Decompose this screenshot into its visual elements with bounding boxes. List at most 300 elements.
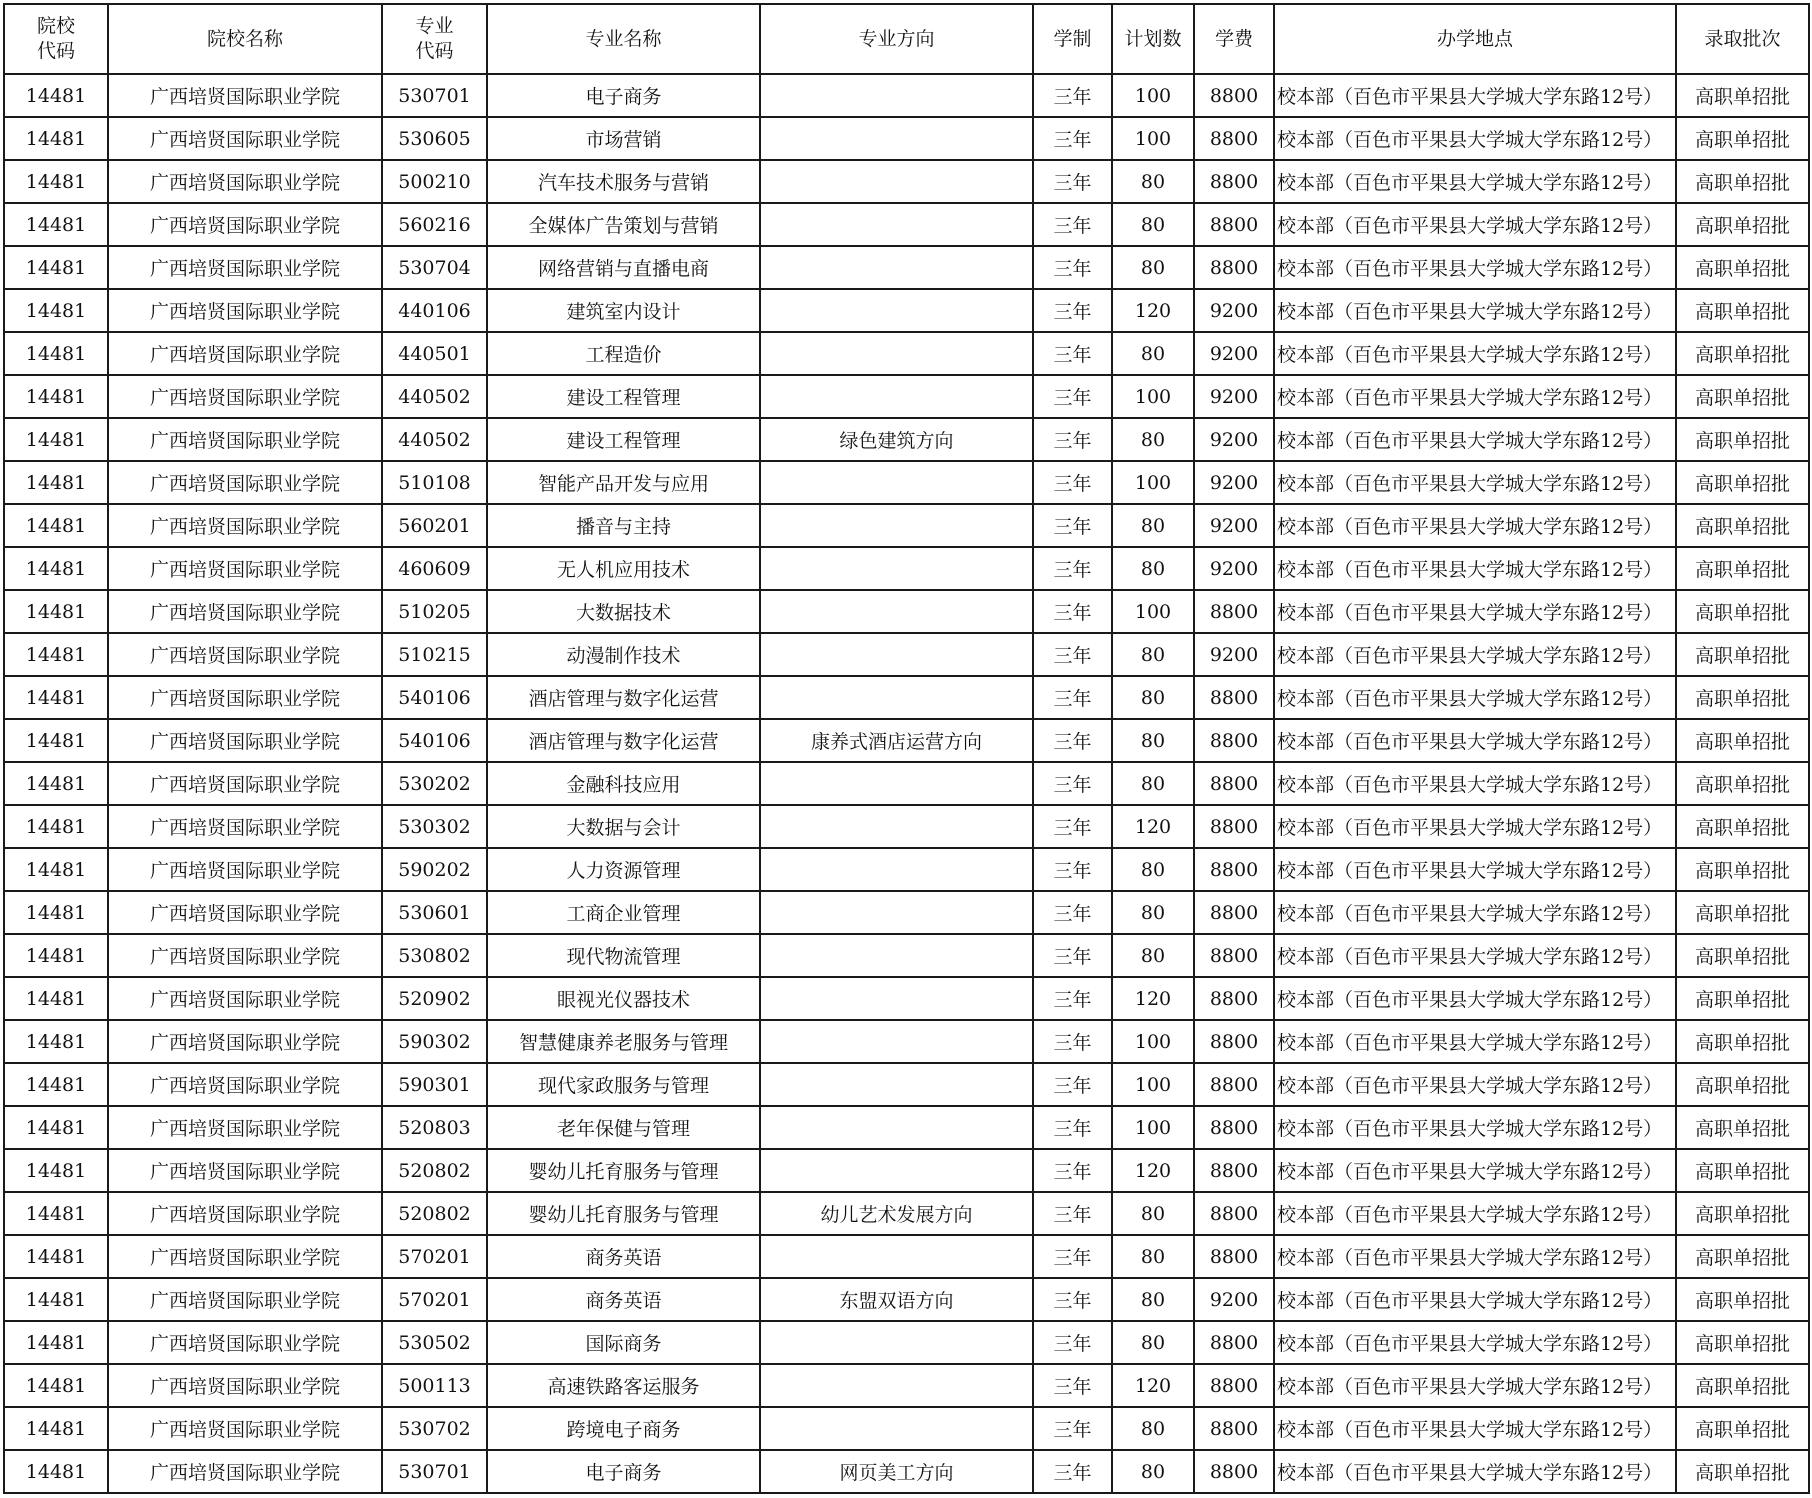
cell-location: 校本部（百色市平果县大学城大学东路12号） (1274, 547, 1676, 590)
table-row (4, 461, 1809, 504)
cell-major-direction: 绿色建筑方向 (760, 418, 1033, 461)
cell-tuition: 8800 (1194, 590, 1274, 633)
cell-plan-count: 80 (1112, 203, 1194, 246)
cell-school-name: 广西培贤国际职业学院 (108, 1192, 382, 1235)
cell-duration: 三年 (1033, 590, 1112, 633)
table-row (4, 547, 1809, 590)
table-row (4, 719, 1809, 762)
cell-location: 校本部（百色市平果县大学城大学东路12号） (1274, 332, 1676, 375)
cell-tuition: 9200 (1194, 547, 1274, 590)
cell-duration: 三年 (1033, 1192, 1112, 1235)
cell-major-code: 520902 (382, 977, 487, 1020)
cell-admission-batch: 高职单招批 (1676, 1364, 1809, 1407)
cell-major-code: 540106 (382, 719, 487, 762)
cell-plan-count: 80 (1112, 1235, 1194, 1278)
cell-tuition: 8800 (1194, 977, 1274, 1020)
cell-school-code: 14481 (4, 719, 108, 762)
cell-plan-count: 100 (1112, 1020, 1194, 1063)
cell-major-name: 电子商务 (487, 1450, 760, 1493)
cell-school-name: 广西培贤国际职业学院 (108, 633, 382, 676)
cell-major-direction (760, 375, 1033, 418)
cell-admission-batch: 高职单招批 (1676, 1407, 1809, 1450)
cell-school-name: 广西培贤国际职业学院 (108, 246, 382, 289)
cell-major-direction: 网页美工方向 (760, 1450, 1033, 1493)
cell-major-code: 530702 (382, 1407, 487, 1450)
cell-school-name: 广西培贤国际职业学院 (108, 1106, 382, 1149)
cell-duration: 三年 (1033, 74, 1112, 117)
cell-major-code: 530502 (382, 1321, 487, 1364)
table-row (4, 203, 1809, 246)
cell-school-code: 14481 (4, 547, 108, 590)
cell-school-code: 14481 (4, 1450, 108, 1493)
cell-admission-batch: 高职单招批 (1676, 1106, 1809, 1149)
cell-tuition: 8800 (1194, 1063, 1274, 1106)
cell-major-code: 520802 (382, 1192, 487, 1235)
header-major-direction: 专业方向 (760, 4, 1033, 74)
cell-tuition: 8800 (1194, 934, 1274, 977)
table-row (4, 1407, 1809, 1450)
cell-duration: 三年 (1033, 547, 1112, 590)
cell-tuition: 8800 (1194, 848, 1274, 891)
cell-location: 校本部（百色市平果县大学城大学东路12号） (1274, 891, 1676, 934)
cell-school-name: 广西培贤国际职业学院 (108, 848, 382, 891)
cell-major-name: 婴幼儿托育服务与管理 (487, 1149, 760, 1192)
cell-duration: 三年 (1033, 1364, 1112, 1407)
table-row (4, 1149, 1809, 1192)
cell-tuition: 8800 (1194, 74, 1274, 117)
cell-admission-batch: 高职单招批 (1676, 1235, 1809, 1278)
cell-plan-count: 80 (1112, 1450, 1194, 1493)
cell-plan-count: 80 (1112, 160, 1194, 203)
cell-major-name: 网络营销与直播电商 (487, 246, 760, 289)
table-row (4, 762, 1809, 805)
cell-major-name: 建筑室内设计 (487, 289, 760, 332)
cell-location: 校本部（百色市平果县大学城大学东路12号） (1274, 461, 1676, 504)
cell-duration: 三年 (1033, 203, 1112, 246)
cell-duration: 三年 (1033, 1235, 1112, 1278)
cell-location: 校本部（百色市平果县大学城大学东路12号） (1274, 1364, 1676, 1407)
cell-admission-batch: 高职单招批 (1676, 117, 1809, 160)
cell-plan-count: 80 (1112, 504, 1194, 547)
cell-tuition: 9200 (1194, 461, 1274, 504)
header-row (4, 4, 1809, 74)
cell-school-code: 14481 (4, 1235, 108, 1278)
table-row (4, 977, 1809, 1020)
cell-school-name: 广西培贤国际职业学院 (108, 977, 382, 1020)
cell-major-direction (760, 461, 1033, 504)
cell-admission-batch: 高职单招批 (1676, 547, 1809, 590)
cell-plan-count: 100 (1112, 1106, 1194, 1149)
cell-school-code: 14481 (4, 977, 108, 1020)
table-row (4, 1192, 1809, 1235)
cell-school-code: 14481 (4, 1020, 108, 1063)
cell-major-code: 530701 (382, 74, 487, 117)
cell-school-code: 14481 (4, 805, 108, 848)
cell-plan-count: 100 (1112, 1063, 1194, 1106)
header-duration: 学制 (1033, 4, 1112, 74)
cell-major-name: 汽车技术服务与营销 (487, 160, 760, 203)
cell-school-code: 14481 (4, 1278, 108, 1321)
cell-tuition: 8800 (1194, 1407, 1274, 1450)
cell-major-code: 510205 (382, 590, 487, 633)
table-row (4, 1020, 1809, 1063)
cell-tuition: 8800 (1194, 805, 1274, 848)
cell-major-direction (760, 805, 1033, 848)
cell-location: 校本部（百色市平果县大学城大学东路12号） (1274, 676, 1676, 719)
cell-admission-batch: 高职单招批 (1676, 848, 1809, 891)
cell-major-direction (760, 590, 1033, 633)
cell-plan-count: 80 (1112, 246, 1194, 289)
cell-admission-batch: 高职单招批 (1676, 246, 1809, 289)
cell-duration: 三年 (1033, 1106, 1112, 1149)
cell-school-name: 广西培贤国际职业学院 (108, 418, 382, 461)
cell-major-direction (760, 74, 1033, 117)
cell-school-name: 广西培贤国际职业学院 (108, 805, 382, 848)
cell-major-code: 500113 (382, 1364, 487, 1407)
cell-admission-batch: 高职单招批 (1676, 418, 1809, 461)
cell-major-name: 工商企业管理 (487, 891, 760, 934)
table-row (4, 246, 1809, 289)
cell-major-direction (760, 504, 1033, 547)
cell-school-code: 14481 (4, 1192, 108, 1235)
table-row (4, 891, 1809, 934)
cell-school-name: 广西培贤国际职业学院 (108, 1278, 382, 1321)
cell-tuition: 8800 (1194, 1106, 1274, 1149)
cell-duration: 三年 (1033, 504, 1112, 547)
cell-major-direction (760, 203, 1033, 246)
cell-major-code: 560201 (382, 504, 487, 547)
cell-major-name: 建设工程管理 (487, 418, 760, 461)
cell-admission-batch: 高职单招批 (1676, 74, 1809, 117)
cell-location: 校本部（百色市平果县大学城大学东路12号） (1274, 375, 1676, 418)
header-school-code: 院校代码 (4, 4, 108, 74)
cell-admission-batch: 高职单招批 (1676, 1192, 1809, 1235)
cell-location: 校本部（百色市平果县大学城大学东路12号） (1274, 1321, 1676, 1364)
cell-plan-count: 80 (1112, 1321, 1194, 1364)
cell-location: 校本部（百色市平果县大学城大学东路12号） (1274, 762, 1676, 805)
cell-school-name: 广西培贤国际职业学院 (108, 676, 382, 719)
cell-location: 校本部（百色市平果县大学城大学东路12号） (1274, 1407, 1676, 1450)
table-row (4, 633, 1809, 676)
cell-major-direction (760, 1407, 1033, 1450)
cell-location: 校本部（百色市平果县大学城大学东路12号） (1274, 1192, 1676, 1235)
cell-school-name: 广西培贤国际职业学院 (108, 762, 382, 805)
cell-major-name: 老年保健与管理 (487, 1106, 760, 1149)
cell-admission-batch: 高职单招批 (1676, 1149, 1809, 1192)
table-row (4, 504, 1809, 547)
cell-duration: 三年 (1033, 418, 1112, 461)
cell-location: 校本部（百色市平果县大学城大学东路12号） (1274, 719, 1676, 762)
cell-duration: 三年 (1033, 117, 1112, 160)
cell-major-code: 530802 (382, 934, 487, 977)
cell-admission-batch: 高职单招批 (1676, 1020, 1809, 1063)
cell-plan-count: 80 (1112, 762, 1194, 805)
cell-plan-count: 100 (1112, 375, 1194, 418)
cell-major-name: 电子商务 (487, 74, 760, 117)
cell-school-code: 14481 (4, 891, 108, 934)
cell-school-code: 14481 (4, 160, 108, 203)
cell-tuition: 9200 (1194, 332, 1274, 375)
cell-major-direction: 东盟双语方向 (760, 1278, 1033, 1321)
cell-major-direction (760, 1321, 1033, 1364)
cell-admission-batch: 高职单招批 (1676, 504, 1809, 547)
cell-location: 校本部（百色市平果县大学城大学东路12号） (1274, 1450, 1676, 1493)
cell-school-code: 14481 (4, 1364, 108, 1407)
cell-school-code: 14481 (4, 676, 108, 719)
cell-admission-batch: 高职单招批 (1676, 289, 1809, 332)
cell-major-name: 智能产品开发与应用 (487, 461, 760, 504)
cell-major-name: 现代物流管理 (487, 934, 760, 977)
cell-duration: 三年 (1033, 1278, 1112, 1321)
cell-location: 校本部（百色市平果县大学城大学东路12号） (1274, 848, 1676, 891)
cell-school-name: 广西培贤国际职业学院 (108, 375, 382, 418)
cell-plan-count: 80 (1112, 719, 1194, 762)
cell-admission-batch: 高职单招批 (1676, 375, 1809, 418)
cell-plan-count: 80 (1112, 848, 1194, 891)
header-major-name: 专业名称 (487, 4, 760, 74)
cell-duration: 三年 (1033, 332, 1112, 375)
cell-major-name: 工程造价 (487, 332, 760, 375)
cell-admission-batch: 高职单招批 (1676, 1063, 1809, 1106)
cell-major-code: 440502 (382, 375, 487, 418)
cell-location: 校本部（百色市平果县大学城大学东路12号） (1274, 418, 1676, 461)
cell-location: 校本部（百色市平果县大学城大学东路12号） (1274, 1235, 1676, 1278)
cell-plan-count: 120 (1112, 805, 1194, 848)
table-row (4, 1063, 1809, 1106)
cell-admission-batch: 高职单招批 (1676, 676, 1809, 719)
cell-major-name: 无人机应用技术 (487, 547, 760, 590)
cell-school-code: 14481 (4, 590, 108, 633)
enrollment-plan-table (3, 3, 1810, 1494)
cell-location: 校本部（百色市平果县大学城大学东路12号） (1274, 1063, 1676, 1106)
cell-major-code: 570201 (382, 1235, 487, 1278)
cell-school-name: 广西培贤国际职业学院 (108, 504, 382, 547)
cell-tuition: 8800 (1194, 891, 1274, 934)
cell-major-code: 540106 (382, 676, 487, 719)
cell-major-name: 金融科技应用 (487, 762, 760, 805)
cell-major-direction (760, 891, 1033, 934)
cell-school-code: 14481 (4, 633, 108, 676)
cell-plan-count: 100 (1112, 590, 1194, 633)
cell-major-direction: 康养式酒店运营方向 (760, 719, 1033, 762)
cell-admission-batch: 高职单招批 (1676, 891, 1809, 934)
cell-tuition: 9200 (1194, 504, 1274, 547)
cell-school-code: 14481 (4, 203, 108, 246)
cell-plan-count: 80 (1112, 1192, 1194, 1235)
cell-school-name: 广西培贤国际职业学院 (108, 1321, 382, 1364)
cell-school-name: 广西培贤国际职业学院 (108, 1364, 382, 1407)
cell-plan-count: 80 (1112, 547, 1194, 590)
cell-tuition: 8800 (1194, 1235, 1274, 1278)
cell-tuition: 9200 (1194, 289, 1274, 332)
cell-major-code: 590202 (382, 848, 487, 891)
cell-school-code: 14481 (4, 1063, 108, 1106)
cell-tuition: 9200 (1194, 418, 1274, 461)
cell-school-code: 14481 (4, 117, 108, 160)
cell-duration: 三年 (1033, 1407, 1112, 1450)
cell-admission-batch: 高职单招批 (1676, 633, 1809, 676)
cell-plan-count: 80 (1112, 633, 1194, 676)
cell-location: 校本部（百色市平果县大学城大学东路12号） (1274, 1106, 1676, 1149)
cell-major-direction (760, 547, 1033, 590)
cell-plan-count: 80 (1112, 891, 1194, 934)
table-row (4, 117, 1809, 160)
cell-school-code: 14481 (4, 332, 108, 375)
cell-school-code: 14481 (4, 418, 108, 461)
cell-major-direction (760, 676, 1033, 719)
cell-school-name: 广西培贤国际职业学院 (108, 719, 382, 762)
cell-duration: 三年 (1033, 848, 1112, 891)
cell-major-name: 人力资源管理 (487, 848, 760, 891)
cell-major-direction (760, 246, 1033, 289)
cell-major-direction (760, 762, 1033, 805)
cell-plan-count: 80 (1112, 1278, 1194, 1321)
cell-major-name: 商务英语 (487, 1278, 760, 1321)
cell-school-name: 广西培贤国际职业学院 (108, 934, 382, 977)
header-admission-batch: 录取批次 (1676, 4, 1809, 74)
cell-school-name: 广西培贤国际职业学院 (108, 160, 382, 203)
cell-admission-batch: 高职单招批 (1676, 160, 1809, 203)
cell-duration: 三年 (1033, 762, 1112, 805)
cell-major-direction (760, 934, 1033, 977)
cell-school-name: 广西培贤国际职业学院 (108, 547, 382, 590)
cell-school-code: 14481 (4, 1407, 108, 1450)
cell-duration: 三年 (1033, 1020, 1112, 1063)
cell-location: 校本部（百色市平果县大学城大学东路12号） (1274, 1278, 1676, 1321)
cell-tuition: 8800 (1194, 203, 1274, 246)
header-plan-count: 计划数 (1112, 4, 1194, 74)
cell-location: 校本部（百色市平果县大学城大学东路12号） (1274, 1020, 1676, 1063)
cell-location: 校本部（百色市平果县大学城大学东路12号） (1274, 203, 1676, 246)
cell-tuition: 8800 (1194, 1450, 1274, 1493)
cell-major-direction (760, 160, 1033, 203)
cell-plan-count: 80 (1112, 1407, 1194, 1450)
cell-school-name: 广西培贤国际职业学院 (108, 289, 382, 332)
cell-location: 校本部（百色市平果县大学城大学东路12号） (1274, 805, 1676, 848)
cell-duration: 三年 (1033, 1063, 1112, 1106)
cell-major-code: 520802 (382, 1149, 487, 1192)
cell-major-code: 530704 (382, 246, 487, 289)
cell-school-name: 广西培贤国际职业学院 (108, 117, 382, 160)
cell-major-code: 460609 (382, 547, 487, 590)
cell-major-direction (760, 848, 1033, 891)
cell-school-code: 14481 (4, 246, 108, 289)
cell-location: 校本部（百色市平果县大学城大学东路12号） (1274, 977, 1676, 1020)
cell-major-code: 530302 (382, 805, 487, 848)
cell-duration: 三年 (1033, 934, 1112, 977)
header-location: 办学地点 (1274, 4, 1676, 74)
cell-major-code: 510108 (382, 461, 487, 504)
cell-plan-count: 80 (1112, 934, 1194, 977)
cell-location: 校本部（百色市平果县大学城大学东路12号） (1274, 1149, 1676, 1192)
cell-major-name: 大数据与会计 (487, 805, 760, 848)
cell-location: 校本部（百色市平果县大学城大学东路12号） (1274, 504, 1676, 547)
cell-school-name: 广西培贤国际职业学院 (108, 891, 382, 934)
cell-duration: 三年 (1033, 1321, 1112, 1364)
cell-location: 校本部（百色市平果县大学城大学东路12号） (1274, 246, 1676, 289)
cell-major-name: 高速铁路客运服务 (487, 1364, 760, 1407)
cell-major-name: 市场营销 (487, 117, 760, 160)
cell-duration: 三年 (1033, 805, 1112, 848)
cell-plan-count: 80 (1112, 332, 1194, 375)
cell-tuition: 8800 (1194, 762, 1274, 805)
cell-major-name: 全媒体广告策划与营销 (487, 203, 760, 246)
cell-major-direction: 幼儿艺术发展方向 (760, 1192, 1033, 1235)
cell-tuition: 8800 (1194, 1364, 1274, 1407)
cell-major-name: 大数据技术 (487, 590, 760, 633)
cell-duration: 三年 (1033, 1149, 1112, 1192)
table-row (4, 590, 1809, 633)
cell-school-name: 广西培贤国际职业学院 (108, 1020, 382, 1063)
cell-tuition: 8800 (1194, 719, 1274, 762)
cell-plan-count: 120 (1112, 1149, 1194, 1192)
cell-school-code: 14481 (4, 1149, 108, 1192)
table-row (4, 418, 1809, 461)
cell-duration: 三年 (1033, 719, 1112, 762)
cell-plan-count: 80 (1112, 418, 1194, 461)
cell-major-code: 560216 (382, 203, 487, 246)
cell-school-name: 广西培贤国际职业学院 (108, 203, 382, 246)
cell-school-name: 广西培贤国际职业学院 (108, 1235, 382, 1278)
cell-major-code: 570201 (382, 1278, 487, 1321)
cell-major-name: 国际商务 (487, 1321, 760, 1364)
cell-location: 校本部（百色市平果县大学城大学东路12号） (1274, 934, 1676, 977)
cell-tuition: 9200 (1194, 633, 1274, 676)
cell-admission-batch: 高职单招批 (1676, 1450, 1809, 1493)
cell-admission-batch: 高职单招批 (1676, 590, 1809, 633)
cell-tuition: 8800 (1194, 1020, 1274, 1063)
cell-school-code: 14481 (4, 1106, 108, 1149)
cell-major-name: 建设工程管理 (487, 375, 760, 418)
cell-major-code: 500210 (382, 160, 487, 203)
cell-school-name: 广西培贤国际职业学院 (108, 332, 382, 375)
table-body (4, 74, 1809, 1493)
cell-major-direction (760, 977, 1033, 1020)
cell-admission-batch: 高职单招批 (1676, 762, 1809, 805)
cell-major-code: 530202 (382, 762, 487, 805)
cell-tuition: 8800 (1194, 676, 1274, 719)
cell-school-code: 14481 (4, 289, 108, 332)
cell-school-code: 14481 (4, 504, 108, 547)
cell-tuition: 8800 (1194, 160, 1274, 203)
cell-duration: 三年 (1033, 375, 1112, 418)
cell-duration: 三年 (1033, 977, 1112, 1020)
table-row (4, 1364, 1809, 1407)
cell-major-name: 智慧健康养老服务与管理 (487, 1020, 760, 1063)
cell-major-code: 530605 (382, 117, 487, 160)
cell-duration: 三年 (1033, 1450, 1112, 1493)
cell-major-name: 现代家政服务与管理 (487, 1063, 760, 1106)
cell-duration: 三年 (1033, 289, 1112, 332)
cell-school-code: 14481 (4, 461, 108, 504)
cell-plan-count: 120 (1112, 977, 1194, 1020)
cell-major-name: 播音与主持 (487, 504, 760, 547)
cell-major-code: 590302 (382, 1020, 487, 1063)
cell-duration: 三年 (1033, 461, 1112, 504)
cell-major-code: 510215 (382, 633, 487, 676)
cell-major-direction (760, 1063, 1033, 1106)
cell-duration: 三年 (1033, 246, 1112, 289)
cell-major-direction (760, 1106, 1033, 1149)
table-row (4, 805, 1809, 848)
cell-school-code: 14481 (4, 375, 108, 418)
cell-major-direction (760, 289, 1033, 332)
cell-major-name: 婴幼儿托育服务与管理 (487, 1192, 760, 1235)
cell-tuition: 8800 (1194, 1192, 1274, 1235)
cell-duration: 三年 (1033, 676, 1112, 719)
cell-location: 校本部（百色市平果县大学城大学东路12号） (1274, 160, 1676, 203)
cell-admission-batch: 高职单招批 (1676, 461, 1809, 504)
